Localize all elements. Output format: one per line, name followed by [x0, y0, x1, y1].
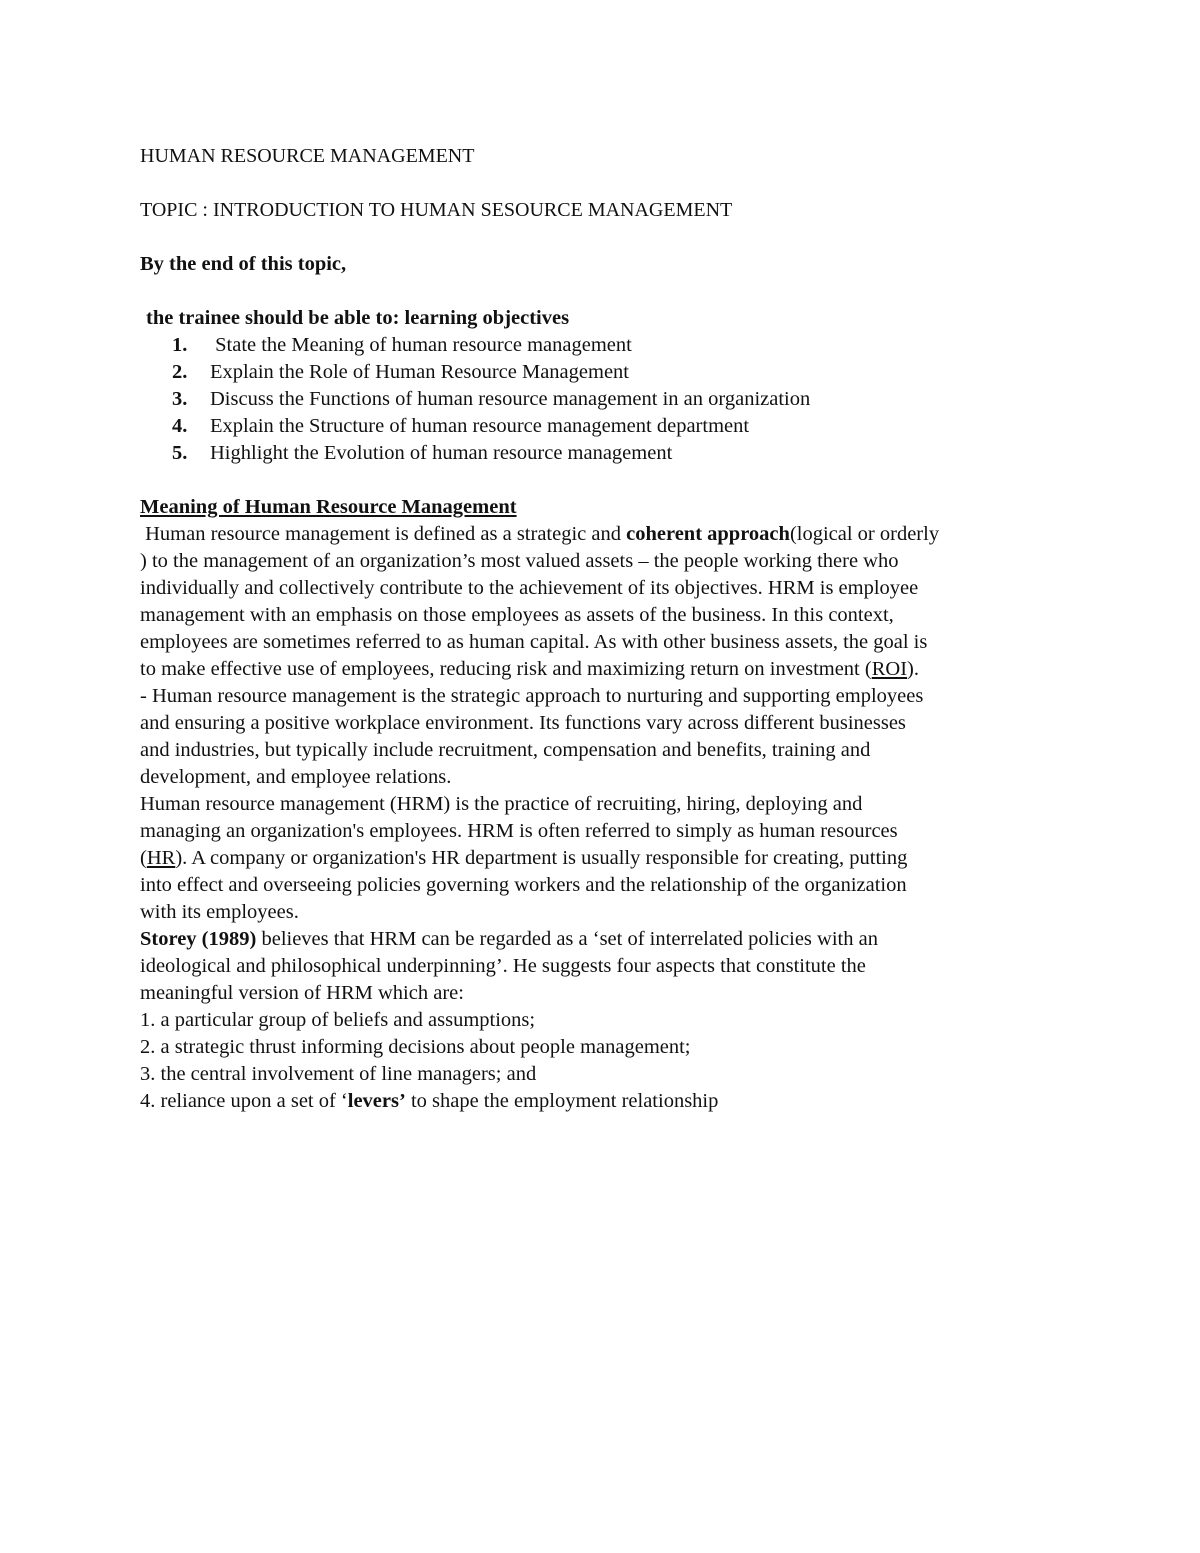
- paragraph-line: meaningful version of HRM which are:: [140, 982, 464, 1004]
- paragraph-line: and industries, but typically include recruitment, compensation and benefits, training and: [140, 739, 871, 761]
- paragraph-line: ideological and philosophical underpinning’. He suggests four aspects that constitute the: [140, 955, 866, 977]
- objectives-lead: the trainee should be able to: learning objectives: [146, 307, 570, 329]
- hr-link[interactable]: HR: [146, 847, 176, 869]
- list-item: 3. Discuss the Functions of human resource management in an organization: [172, 388, 811, 410]
- aspect-item: 2. a strategic thrust informing decisions about people management;: [140, 1036, 691, 1058]
- list-item: 4. Explain the Structure of human resource management department: [172, 415, 750, 437]
- paragraph-line: Human resource management is defined as a strategic and coherent approach(logical or orderly: [140, 523, 940, 545]
- paragraph-line: individually and collectively contribute to the achievement of its objectives. HRM is employee: [140, 577, 919, 599]
- aspect-item: 4. reliance upon a set of ‘levers’ to shape the employment relationship: [140, 1090, 719, 1112]
- paragraph-line: (HR). A company or organization's HR department is usually responsible for creating, putting: [140, 847, 908, 869]
- list-item: 5. Highlight the Evolution of human resource management: [172, 442, 673, 464]
- roi-link[interactable]: ROI: [871, 658, 908, 680]
- list-item: 1. State the Meaning of human resource management: [172, 334, 632, 356]
- paragraph-line: into effect and overseeing policies governing workers and the relationship of the organization: [140, 874, 907, 896]
- paragraph-line: with its employees.: [140, 901, 299, 923]
- paragraph-line: to make effective use of employees, reducing risk and maximizing return on investment (ROI).: [140, 658, 919, 680]
- paragraph-line: Storey (1989) believes that HRM can be regarded as a ‘set of interrelated policies with an: [140, 928, 878, 950]
- topic-line: TOPIC : INTRODUCTION TO HUMAN SESOURCE MANAGEMENT: [140, 199, 733, 221]
- paragraph-line: ) to the management of an organization’s most valued assets – the people working there who: [140, 550, 899, 572]
- paragraph-line: development, and employee relations.: [140, 766, 452, 788]
- document-title: HUMAN RESOURCE MANAGEMENT: [140, 145, 475, 167]
- section-heading: Meaning of Human Resource Management: [140, 496, 517, 518]
- paragraph-line: employees are sometimes referred to as human capital. As with other business assets, the goal is: [140, 631, 928, 653]
- paragraph-line: - Human resource management is the strategic approach to nurturing and supporting employees: [140, 685, 924, 707]
- aspect-item: 3. the central involvement of line managers; and: [140, 1063, 537, 1085]
- paragraph-line: management with an emphasis on those employees as assets of the business. In this context,: [140, 604, 894, 626]
- intro-line: By the end of this topic,: [140, 253, 347, 275]
- paragraph-line: Human resource management (HRM) is the practice of recruiting, hiring, deploying and: [140, 793, 863, 815]
- section-body: [140, 521, 1070, 1115]
- aspect-item: 1. a particular group of beliefs and assumptions;: [140, 1009, 536, 1031]
- paragraph-line: managing an organization's employees. HRM is often referred to simply as human resources: [140, 820, 898, 842]
- paragraph-line: and ensuring a positive workplace environment. Its functions vary across different businesses: [140, 712, 906, 734]
- list-item: 2. Explain the Role of Human Resource Management: [172, 361, 629, 383]
- objectives-list: [172, 332, 810, 467]
